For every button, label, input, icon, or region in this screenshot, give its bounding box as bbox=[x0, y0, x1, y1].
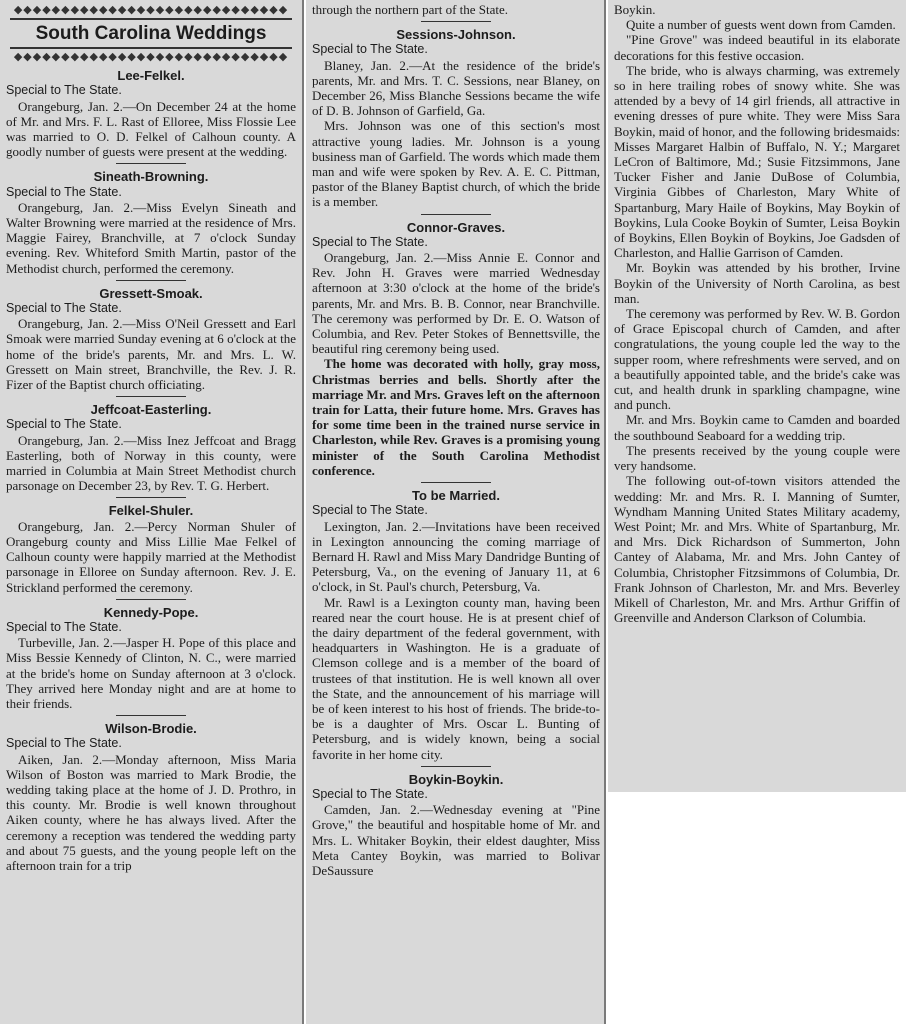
article-paragraph: The following out-of-town visitors attended the wedding: Mr. and Mrs. R. I. Manning of Sumter, Wyndham Manning United States Military academy, West Point; Mr. and Mrs. White of Spartanburg, Mr. and Mrs. Dick Richardson of Summerton, John Cantey of Alabama, Mr. and Mrs. John Cantey of Columbia, Christopher Fitzsimmons of Columbia, Dr. Frank Johnson of Charleston, Mr. and Mrs. Beverley Mikell of Charleston, Mr. and Mrs. Arthur Griffin of Greenville and Anderson Clarkson of Columbia. bbox=[614, 473, 900, 626]
article-dateline: Special to The State. bbox=[6, 619, 122, 634]
separator-rule bbox=[116, 396, 186, 397]
article-paragraph: Quite a number of guests went down from Camden. bbox=[626, 17, 896, 33]
article-dateline: Special to The State. bbox=[312, 786, 428, 801]
article-heading: Boykin-Boykin. bbox=[408, 771, 504, 787]
article-heading: Wilson-Brodie. bbox=[105, 721, 197, 737]
separator-rule bbox=[421, 21, 491, 22]
separator-rule bbox=[421, 482, 491, 483]
article-paragraph: The bride, who is always charming, was extremely so in here trailing robes of snowy white. She was attended by a bevy of 14 girl friends, all attractive in evening dresses of pure white. They were Miss Sara Boykin, maid of honor, and the following bridesmaids: Misses Margaret Halbin of Buffalo, N. Y.; Margaret LeCron of Baltimore, Md.; Susie Fitzsimmons, Jane Tucker Fisher and Janie DuBose of Columbia, Virginia Gibbes of Charleston, Mary White of Spartanburg, Mary Haile of Boykins, May Boykin of Boykins, Lula Cooke Boykin of Sumter, Leisa Boykin of Boykins, Ellen Boykin of Boykins, Joe Gadsden of Charleston, and Hallie Garrison of Camden. bbox=[614, 62, 900, 261]
section-title: South Carolina Weddings bbox=[10, 18, 292, 49]
ornament-border-bottom: ◆◆◆◆◆◆◆◆◆◆◆◆◆◆◆◆◆◆◆◆◆◆◆◆◆◆◆◆◆ bbox=[13, 51, 289, 64]
article-heading: Sessions-Johnson. bbox=[396, 27, 516, 43]
column-1 bbox=[0, 0, 302, 1024]
article-heading: Sineath-Browning. bbox=[93, 169, 209, 185]
article-heading: Connor-Graves. bbox=[406, 219, 506, 235]
article-paragraph: Orangeburg, Jan. 2.—Percy Norman Shuler of Orangeburg county and Miss Lillie Mae Felkel of Calhoun county were happily married at the Methodist parsonage in Elloree on Sunday afternoon. Rev. J. E. Strickland performed the ceremony. bbox=[6, 518, 296, 595]
article-dateline: Special to The State. bbox=[6, 301, 122, 316]
article-paragraph: Orangeburg, Jan. 2.—Miss O'Neil Gressett and Earl Smoak were married Sunday evening at 6 o'clock at the home of the bride's parents, Mr. and Mrs. L. W. Gressett on Main street, Branchville, the Rev. J. R. Fizer of the Baptist church officiating. bbox=[6, 316, 296, 393]
article-heading: To be Married. bbox=[412, 488, 500, 504]
column-2 bbox=[306, 0, 606, 1024]
article-paragraph: Turbeville, Jan. 2.—Jasper H. Pope of this place and Miss Bessie Kennedy of Clinton, N. C., were married at the bride's home on Sunday afternoon at 3 o'clock. They arrived here Monday night and are at home to their friends. bbox=[6, 635, 296, 711]
article-dateline: Special to The State. bbox=[6, 83, 122, 98]
article-paragraph: Orangeburg, Jan. 2.—On December 24 at the home of Mr. and Mrs. F. L. Rast of Elloree, Miss Flossie Lee was married to O. D. Felkel of Calhoun county. A goodly number of guests were present at the wedding. bbox=[6, 98, 296, 160]
article-paragraph: Lexington, Jan. 2.—Invitations have been received in Lexington announcing the coming marriage of Bernard H. Rawl and Miss Mary Dandridge Bunting of Petersburg, Va., on the evening of January 11, at 6 o'clock, in St. Paul's church, Petersburg, Va. bbox=[312, 518, 600, 595]
article-paragraph: Blaney, Jan. 2.—At the residence of the bride's parents, Mr. and Mrs. T. C. Sessions, near Blaney, on December 26, Miss Blanche Sessions became the wife of D. B. Johnson of Garfield, Ga. bbox=[312, 57, 600, 119]
article-paragraph: Mr. Rawl is a Lexington county man, having been reared near the court house. He is at present chief of the dairy department of the federal government, with headquarters in Washington. He is a graduate of Clemson college and is a member of the board of trustees of that institution. He is well known all over the State, and the announcement of his marriage will be of keen interest to his host of friends. The bride-to-be is a daughter of Mrs. Oscar L. Bunting of Petersburg, and is widely known, being a social favorite in her home city. bbox=[312, 594, 600, 762]
ornament-border-top: ◆◆◆◆◆◆◆◆◆◆◆◆◆◆◆◆◆◆◆◆◆◆◆◆◆◆◆◆◆ bbox=[13, 4, 289, 16]
continued-text: through the northern part of the State. bbox=[312, 2, 509, 17]
article-paragraph: Mrs. Johnson was one of this section's most attractive young ladies. Mr. Johnson is a young business man of Garfield. The words which made them man and wife were spoken by Rev. A. E. C. Pittman, pastor of the Blaney Baptist church, of which the bride is a member. bbox=[312, 118, 600, 210]
article-heading: Kennedy-Pope. bbox=[103, 604, 199, 620]
article-heading: Jeffcoat-Easterling. bbox=[90, 402, 212, 418]
article-dateline: Special to The State. bbox=[6, 417, 122, 432]
column-3 bbox=[608, 0, 906, 792]
article-heading: Felkel-Shuler. bbox=[108, 503, 194, 519]
article-paragraph: Mr. and Mrs. Boykin came to Camden and boarded the southbound Seaboard for a wedding trip. bbox=[614, 412, 900, 443]
article-heading: Gressett-Smoak. bbox=[99, 285, 203, 301]
separator-rule bbox=[421, 214, 491, 215]
article-dateline: Special to The State. bbox=[312, 234, 428, 249]
article-paragraph: Orangeburg, Jan. 2.—Miss Inez Jeffcoat and Bragg Easterling, both of Norway in this county, were married in Columbia at Main Street Methodist church parsonage on December 23, by Rev. T. G. Herbert. bbox=[6, 432, 296, 494]
article-paragraph: The ceremony was performed by Rev. W. B. Gordon of Grace Episcopal church of Camden, and after congratulations, the young couple led the way to the supper room, where refreshments were served, and on a beautifully appointed table, and the bride's cake was cut, and health drunk in sparkling champagne, wine and punch. bbox=[614, 306, 900, 413]
article-dateline: Special to The State. bbox=[6, 184, 122, 199]
continued-text: Boykin. bbox=[614, 2, 656, 17]
article-paragraph: The presents received by the young couple were very handsome. bbox=[614, 442, 900, 474]
article-heading: Lee-Felkel. bbox=[117, 68, 185, 84]
column-rule bbox=[302, 0, 304, 1024]
article-paragraph: The home was decorated with holly, gray moss, Christmas berries and bells. Shortly after the marriage Mr. and Mrs. Graves left on the afternoon train for Latta, their future home. Mrs. Graves has for some time been in the trained nurse service in Charleston, while Rev. Graves is a promising young minister of the South Carolina Methodist conference. bbox=[312, 356, 600, 478]
separator-rule bbox=[421, 766, 491, 767]
separator-rule bbox=[116, 163, 186, 164]
article-dateline: Special to The State. bbox=[6, 736, 122, 751]
article-paragraph: Camden, Jan. 2.—Wednesday evening at "Pine Grove," the beautiful and hospitable home of Mr. and Mrs. L. Whitaker Boykin, their eldest daughter, Miss Meta Cantey Boykin, was married to Bolivar DeSaussure bbox=[312, 802, 600, 878]
separator-rule bbox=[116, 280, 186, 281]
separator-rule bbox=[116, 497, 186, 498]
separator-rule bbox=[116, 599, 186, 600]
article-paragraph: Mr. Boykin was attended by his brother, Irvine Boykin of the University of North Carolina, as best man. bbox=[614, 260, 900, 306]
separator-rule bbox=[116, 715, 186, 716]
article-dateline: Special to The State. bbox=[312, 503, 428, 518]
article-dateline: Special to The State. bbox=[312, 42, 428, 57]
article-paragraph: "Pine Grove" was indeed beautiful in its elaborate decorations for this festive occasion. bbox=[614, 32, 900, 63]
column-rule bbox=[604, 0, 606, 1024]
article-paragraph: Orangeburg, Jan. 2.—Miss Annie E. Connor and Rev. John H. Graves were married Wednesday afternoon at 3:30 o'clock at the home of the bride's parents, Mr. and Mrs. B. B. Connor, near Branchville. The ceremony was performed by Dr. E. O. Watson of Columbia, and Rev. Peter Stokes of Bennettsville, the beautiful ring ceremony being used. bbox=[312, 250, 600, 357]
article-paragraph: Orangeburg, Jan. 2.—Miss Evelyn Sineath and Walter Browning were married at the residence of Mrs. Maggie Fairey, Branchville, at 7 o'clock Sunday evening. Rev. Whiteford Smith Martin, pastor of the Methodist church, performed the ceremony. bbox=[6, 199, 296, 276]
article-paragraph: Aiken, Jan. 2.—Monday afternoon, Miss Maria Wilson of Boston was married to Mark Brodie, the wedding taking place at the home of J. D. Prothro, in this county. Mr. Brodie is well known throughout Aiken county, where he has always lived. After the ceremony a reception was tendered the wedding party and about 75 guests, and the young people left on the afternoon train for a trip bbox=[6, 751, 296, 873]
